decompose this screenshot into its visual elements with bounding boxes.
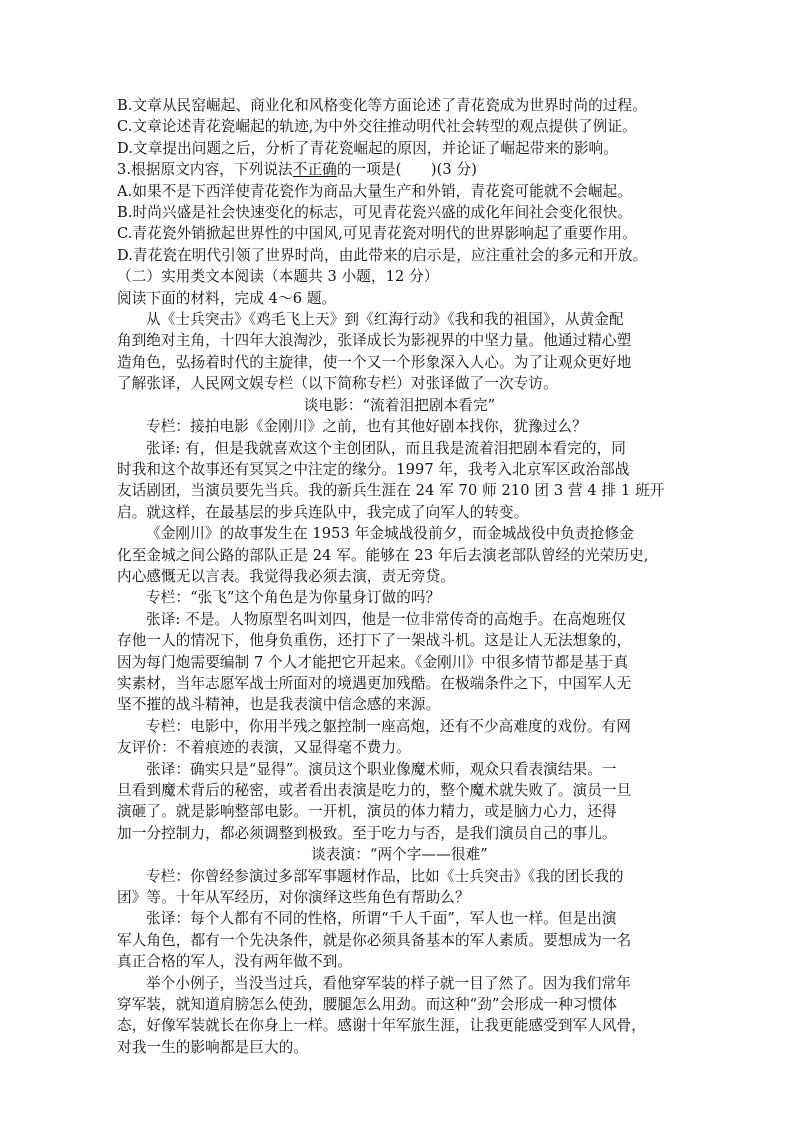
text-line: 专栏：接拍电影《金刚川》之前，也有其他好剧本找你，犹豫过么？ (146, 418, 587, 436)
text-line: 团》等。十年从军经历，对你演绎这些角色有帮助么？ (117, 889, 470, 907)
question-stem-end: 的一项是( )(3 分) (336, 161, 478, 179)
text-line: 态，好像军装就长在你身上一样。感谢十年军旅生涯，让我更能感受到军人风骨， (117, 1017, 646, 1035)
text-line: 演砸了。就是影响整部电影。一开机，演员的体力精力，或是脑力心力，还得 (117, 803, 617, 821)
text-line: （二）实用类文本阅读（本题共 3 小题，12 分） (117, 268, 439, 286)
text-line: 造角色，弘扬着时代的主旋律，使一个又一个形象深入人心。为了让观众更好地 (117, 353, 632, 371)
text-line: 张译: 有，但是我就喜欢这个主创团队，而且我是流着泪把剧本看完的，同 (146, 439, 626, 457)
text-line: 坚不摧的战斗精神，也是我表演中信念感的来源。 (117, 696, 441, 714)
text-line: 专栏：你曾经参演过多部军事题材作品，比如《士兵突击》《我的团长我的 (146, 867, 624, 885)
text-line: 旦看到魔术背后的秘密，或者看出表演是吃力的，整个魔术就失败了。演员一旦 (117, 782, 632, 799)
section-heading: 谈表演：“两个字——很难” (311, 846, 488, 864)
text-line: A.如果不是下西洋使青花瓷作为商品大量生产和外销，青花瓷可能就不会崛起。 (117, 182, 632, 200)
text-line: 实素材，当年志愿军战士所面对的境遇更加残酷。在极端条件之下，中国军人无 (117, 674, 632, 692)
text-line: 专栏：“张飞”这个角色是为你量身订做的吗？ (146, 589, 441, 607)
text-line: 《金刚川》的故事发生在 1953 年金城战役前夕，而金城战役中负责抢修金 (146, 525, 634, 543)
text-line: 穿军装，就知道肩膀怎么使劲，腰腿怎么用劲。而这种“劲”会形成一种习惯体 (117, 996, 618, 1014)
section-heading: 谈电影：“流着泪把剧本看完” (303, 396, 496, 414)
text-line: 启。就这样，在最基层的步兵连队中，我完成了向军人的转变。 (117, 503, 529, 521)
text-line: 了解张译，人民网文娱专栏（以下简称专栏）对张译做了一次专访。 (117, 375, 558, 393)
text-line: 张译: 不是。人物原型名叫刘四，他是一位非常传奇的高炮手。在高炮班仅 (146, 610, 626, 628)
text-line: C.青花瓷外销掀起世界性的中国风,可见青花瓷对明代的世界影响起了重要作用。 (117, 225, 637, 243)
text-line: 化至金城之间公路的部队正是 24 军。能够在 23 年后去演老部队曾经的光荣历史, (117, 546, 649, 564)
text-line: 内心感慨无以言表。我觉得我必须去演，责无旁贷。 (117, 567, 455, 585)
text-line: 友话剧团，当演员要先当兵。我的新兵生涯在 24 军 70 师 210 团 3 营 4 排 1 班开 (117, 482, 665, 500)
text-line: 友评价：不着痕迹的表演，又显得毫不费力。 (117, 739, 411, 757)
text-line: 从《士兵突击》《鸡毛飞上天》到《红海行动》《我和我的祖国》，从黄金配 (146, 311, 624, 329)
text-line: 张译：每个人都有不同的性格，所谓“千人千面”，军人也一样。但是出演 (146, 910, 617, 928)
text-line: 军人角色，都有一个先决条件，就是你必须具备基本的军人素质。要想成为一名 (117, 931, 632, 949)
text-line: D.文章提出问题之后，分析了青花瓷崛起的原因，并论证了崛起带来的影响。 (117, 139, 618, 157)
text-line: 举个小例子，当没当过兵，看他穿军装的样子就一目了然了。因为我们常年 (146, 974, 631, 992)
text-line: 因为每门炮需要编制 7 个人才能把它开起来。《金刚川》中很多情节都是基于真 (117, 653, 629, 671)
text-line: 阅读下面的材料，完成 4～6 题。 (117, 289, 337, 307)
text-line: B.时尚兴盛是社会快速变化的标志，可见青花瓷兴盛的成化年间社会变化很快。 (117, 204, 633, 222)
text-line: 时我和这个故事还有冥冥之中注定的缘分。1997 年，我考入北京军区政治部战 (117, 460, 630, 478)
question-stem (117, 159, 682, 180)
text-line: B.文章从民窑崛起、商业化和风格变化等方面论述了青花瓷成为世界时尚的过程。 (117, 97, 647, 114)
text-line: C.文章论述青花瓷崛起的轨迹,为中外交往推动明代社会转型的观点提供了例证。 (117, 118, 637, 136)
text-line: 张译：确实只是“显得”。演员这个职业像魔术师，观众只看表演结果。一 (146, 760, 617, 778)
document-page (117, 95, 682, 1058)
text-line: 对我一生的影响都是巨大的。 (117, 1038, 309, 1056)
text-line: D.青花瓷在明代引领了世界时尚，由此带来的启示是，应注重社会的多元和开放。 (117, 246, 648, 264)
text-line: 存他一人的情况下，他身负重伤，还打下了一架战斗机。这是让人无法想象的， (117, 632, 632, 650)
underlined-keyword: 不正确 (292, 161, 337, 179)
text-line: 专栏：电影中，你用半残之躯控制一座高炮，还有不少高难度的戏份。有网 (146, 717, 631, 735)
text-line: 加一分控制力，都必须调整到极致。至于吃力与否，是我们演员自己的事儿。 (117, 824, 617, 842)
question-stem-start: 3.根据原文内容，下列说法 (117, 161, 293, 179)
text-line: 真正合格的军人，没有两年做不到。 (117, 953, 353, 971)
text-line: 角到绝对主角，十四年大浪淘沙，张译成长为影视界的中坚力量。他通过精心塑 (117, 332, 632, 350)
